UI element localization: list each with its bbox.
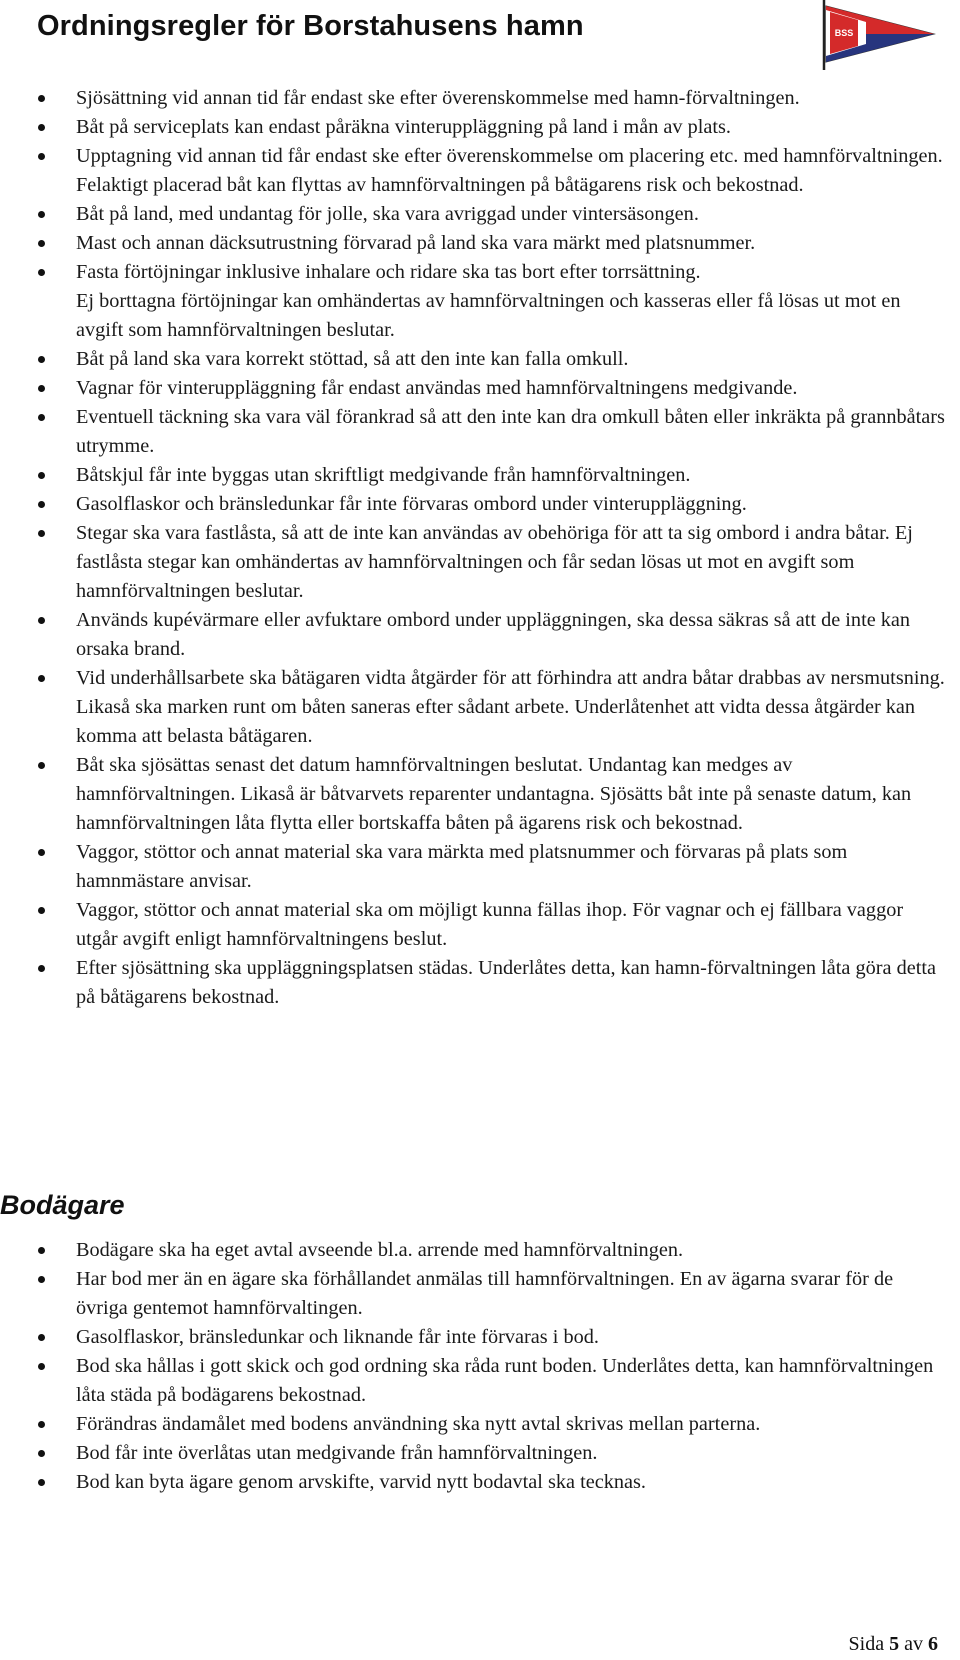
list-item bbox=[0, 113, 960, 142]
list-item-text: Har bod mer än en ägare ska förhållandet anmälas till hamnförvaltningen. En av ägarna svarar för de övriga gentemot hamnförvaltingen. bbox=[76, 1268, 894, 1319]
list-item bbox=[0, 519, 960, 606]
list-item bbox=[0, 664, 960, 751]
list-item bbox=[0, 345, 960, 374]
list-item-text: Upptagning vid annan tid får endast ske efter överenskommelse om placering etc. med hamnförvaltningen. Felaktigt placerad båt kan flyttas av hamnförvaltningen på båtägarens risk och bekostnad. bbox=[76, 145, 943, 196]
list-item bbox=[0, 1236, 960, 1265]
footer-prefix: Sida bbox=[848, 1633, 885, 1655]
list-item-text: Gasolflaskor, bränsledunkar och liknande får inte förvaras i bod. bbox=[76, 1326, 599, 1348]
list-item bbox=[0, 84, 960, 113]
list-item-text: Stegar ska vara fastlåsta, så att de inte kan användas av obehöriga för att ta sig ombord i andra båtar. Ej fastlåsta stegar kan omhändertas av hamnförvaltningen och får sedan lösas ut mot en avgift som hamnförvaltningen beslutar. bbox=[76, 522, 913, 602]
footer-total-pages: 6 bbox=[928, 1633, 938, 1655]
main-rules-list bbox=[0, 84, 960, 1012]
list-item bbox=[0, 403, 960, 461]
list-item-text: Bod ska hållas i gott skick och god ordning ska råda runt boden. Underlåtes detta, kan hamnförvaltningen låta städa på bodägarens bekostnad. bbox=[76, 1355, 934, 1406]
list-item-text: Bod kan byta ägare genom arvskifte, varvid nytt bodavtal ska tecknas. bbox=[76, 1471, 646, 1493]
list-item-text: Båt ska sjösättas senast det datum hamnförvaltningen beslutat. Undantag kan medges av hamnförvaltningen. Likaså är båtvarvets reparenter undantagna. Sjösätts båt inte på senaste datum, kan hamnförvaltningen låta flytta eller bortskaffa båten på ägarens risk och bekostnad. bbox=[76, 754, 912, 834]
list-item bbox=[0, 954, 960, 1012]
list-item bbox=[0, 751, 960, 838]
list-item bbox=[0, 229, 960, 258]
list-item-text: Eventuell täckning ska vara väl förankrad så att den inte kan dra omkull båten eller inkräkta på grannbåtars utrymme. bbox=[76, 406, 945, 457]
list-item bbox=[0, 490, 960, 519]
list-item-text: Förändras ändamålet med bodens användning ska nytt avtal skrivas mellan parterna. bbox=[76, 1413, 761, 1435]
list-item bbox=[0, 461, 960, 490]
list-item-text: Ej borttagna förtöjningar kan omhändertas av hamnförvaltningen och kasseras eller få lösas ut mot en avgift som hamnförvaltningen beslutar. bbox=[76, 290, 901, 341]
logo-text: BSS bbox=[834, 28, 854, 38]
list-item-text: Vagnar för vinteruppläggning får endast användas med hamnförvaltningens medgivande. bbox=[76, 377, 798, 399]
list-item bbox=[0, 1468, 960, 1497]
list-item bbox=[0, 1439, 960, 1468]
list-item-text: Bodägare ska ha eget avtal avseende bl.a. arrende med hamnförvaltningen. bbox=[76, 1239, 684, 1261]
list-item bbox=[0, 374, 960, 403]
list-item-text: Båt på serviceplats kan endast påräkna vinteruppläggning på land i mån av plats. bbox=[76, 116, 731, 138]
footer-page-number: 5 bbox=[889, 1633, 900, 1655]
list-item-text: Båt på land, med undantag för jolle, ska vara avriggad under vintersäsongen. bbox=[76, 203, 699, 225]
list-item-text: Fasta förtöjningar inklusive inhalare och ridare ska tas bort efter torrsättning. bbox=[76, 261, 701, 283]
list-item bbox=[0, 258, 960, 287]
list-item-text: Bod får inte överlåtas utan medgivande från hamnförvaltningen. bbox=[76, 1442, 598, 1464]
list-item-text: Båt på land ska vara korrekt stöttad, så att den inte kan falla omkull. bbox=[76, 348, 629, 370]
list-item-text: Vaggor, stöttor och annat material ska vara märkta med platsnummer och förvaras på plats som hamnmästare anvisar. bbox=[76, 841, 848, 892]
section-heading-bodagare: Bodägare bbox=[0, 1190, 125, 1220]
list-item-text: Sjösättning vid annan tid får endast ske efter överenskommelse med hamn-förvaltningen. bbox=[76, 87, 800, 109]
list-item bbox=[0, 200, 960, 229]
list-item bbox=[0, 1352, 960, 1410]
list-item-text: Gasolflaskor och bränsledunkar får inte förvaras ombord under vinteruppläggning. bbox=[76, 493, 747, 515]
list-item bbox=[0, 1323, 960, 1352]
list-item-text: Efter sjösättning ska uppläggningsplatsen städas. Underlåtes detta, kan hamn-förvaltningen låta göra detta på båtägarens bekostnad. bbox=[76, 957, 937, 1008]
list-item bbox=[0, 838, 960, 896]
list-item-text: Vid underhållsarbete ska båtägaren vidta åtgärder för att förhindra att andra båtar drabbas av nersmutsning. Likaså ska marken runt om båten saneras efter sådant arbete. Underlåtenhet att vidta dessa åtgärder kan komma att belasta båtägaren. bbox=[76, 667, 945, 747]
list-item-text: Vaggor, stöttor och annat material ska om möjligt kunna fällas ihop. För vagnar och ej fällbara vaggor utgår avgift enligt hamnförvaltningens beslut. bbox=[76, 899, 904, 950]
club-burgee-logo bbox=[818, 0, 938, 72]
list-item-text: Båtskjul får inte byggas utan skriftligt medgivande från hamnförvaltningen. bbox=[76, 464, 691, 486]
bod-rules-list bbox=[0, 1236, 960, 1497]
list-item bbox=[0, 896, 960, 954]
list-item bbox=[0, 606, 960, 664]
page-footer bbox=[849, 1633, 938, 1656]
list-item bbox=[0, 287, 960, 345]
list-item bbox=[0, 1265, 960, 1323]
list-item bbox=[0, 142, 960, 200]
list-item-text: Används kupévärmare eller avfuktare ombord under uppläggningen, ska dessa säkras så att de inte kan orsaka brand. bbox=[76, 609, 911, 660]
footer-separator: av bbox=[904, 1633, 923, 1655]
page-title: Ordningsregler för Borstahusens hamn bbox=[37, 10, 584, 42]
list-item bbox=[0, 1410, 960, 1439]
list-item-text: Mast och annan däcksutrustning förvarad på land ska vara märkt med platsnummer. bbox=[76, 232, 756, 254]
